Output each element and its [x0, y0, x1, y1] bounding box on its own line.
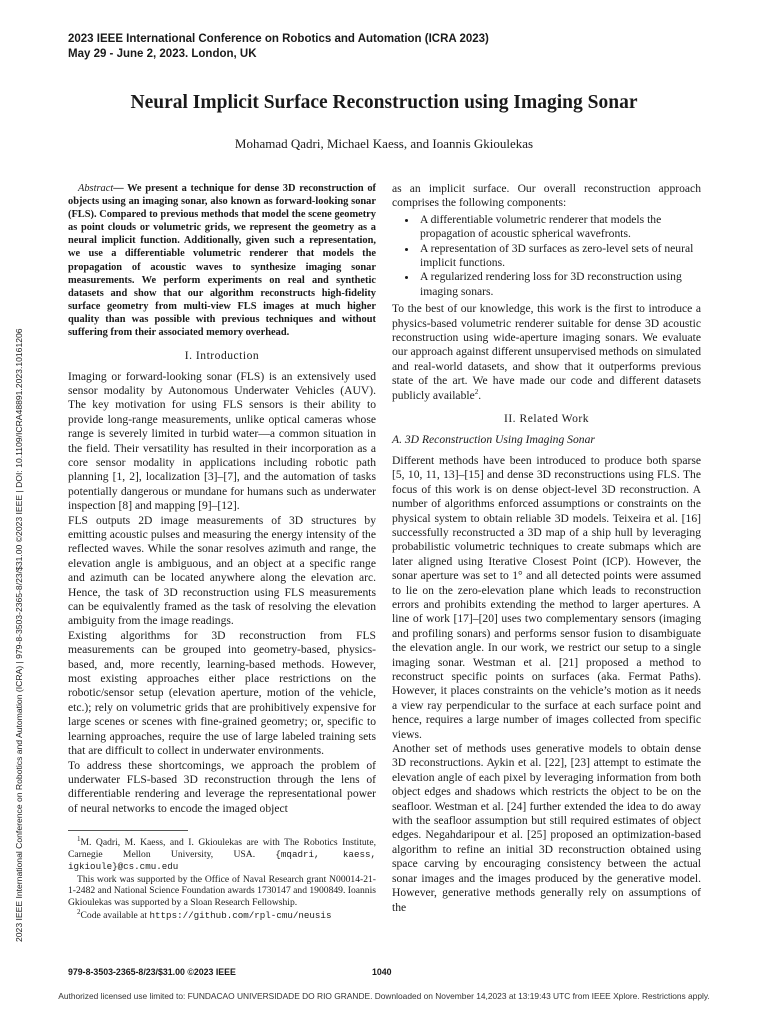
conference-name: 2023 IEEE International Conference on Robotics and Automation (ICRA 2023)	[68, 33, 489, 45]
contributions-paragraph	[392, 302, 701, 403]
license-notice: Authorized licensed use limited to: FUNDACAO UNIVERSIDADE DO RIO GRANDE. Downloaded on November 14,2023 at 13:19:43 UTC from IEEE Xplore. Restrictions apply.	[58, 991, 710, 1001]
related-paragraph: Different methods have been introduced to produce both sparse [5, 10, 11, 13]–[15] and dense 3D reconstructions using FLS. The focus of this work is on dense object-level 3D reconstruction. A number of algorithms enforced assumptions or constraints on the physical system to obtain reliable 3D models. Teixeira et al. [16] successfully reconstructed a 3D map of a ship hull by leveraging probabilistic volumetric techniques to create submaps which are later aligned using Iterative Closest Point (ICP). However, the sonar aperture was set to 1° and all detected points were assumed to lie on the zero-elevation plane which leads to reconstruction errors and prohibits extending the method to larger apertures. A line of work [17]–[20] uses two complementary sensors (imaging and profiling sonars) and performs sensor fusion to disambiguate the elevation angle. In our work, we restrict our setup to a single imaging sonar. Westman et al. [21] proposed a method to reconstruct specific points on surfaces (aka. Fermat Paths). However, it places constraints on the vehicle’s motion as it needs a view ray perpendicular to the surface at each surface point and hence, requires a large number of images collected from specific views.	[392, 453, 701, 741]
footer-isbn: 979-8-3503-2365-8/23/$31.00 ©2023 IEEE	[68, 967, 236, 977]
conference-header	[68, 32, 489, 62]
section-heading-introduction: I. Introduction	[184, 349, 260, 363]
intro-paragraph: To address these shortcomings, we approach the problem of underwater FLS-based 3D reconstruction through the lens of differentiable rendering and leverage the representational power of neural networks to encode the imaged object	[68, 758, 376, 815]
page-number: 1040	[372, 967, 392, 977]
list-item: • A regularized rendering loss for 3D reconstruction using imaging sonars.	[418, 270, 701, 299]
footnote-ref: 2	[474, 387, 479, 396]
subsection-heading: A. 3D Reconstruction Using Imaging Sonar	[392, 432, 595, 446]
left-column	[68, 182, 376, 923]
intro-paragraph: Existing algorithms for 3D reconstruction from FLS measurements can be grouped into geometry-based, physics-based, and, more recently, learning-based methods. However, most existing approaches either place restrictions on the robotic/sensor setup (elevation aperture, motion of the vehicle, etc.); rely on volumetric grids that are prohibitively expensive for large scenes or scenes with fine-grained geometry; or, specific to learning approaches, require the use of large labeled training sets that are difficult to collect in underwater environments.	[68, 628, 376, 758]
footnotes	[68, 834, 377, 922]
section-heading-related-work: II. Related Work	[503, 412, 590, 426]
list-item: • A differentiable volumetric renderer that models the propagation of acoustic spherical wavefronts.	[418, 213, 701, 242]
footnote-affiliation-text: M. Qadri, M. Kaess, and I. Gkioulekas are with The Robotics Institute, Carnegie Mellon University, USA.	[68, 837, 376, 860]
contributions-list	[392, 213, 701, 299]
period: .	[478, 388, 482, 402]
footnote-mark: 2	[77, 907, 81, 916]
abstract-text: — We present a technique for dense 3D reconstruction of objects using an imaging sonar, also known as forward-looking sonar (FLS). Compared to previous methods that model the scene geometry as point clouds or volumetric grids, we represent the geometry as a neural implicit function. Additionally, given such a representation, we use a differentiable volumetric renderer that models the propagation of acoustic waves to synthesize imaging sonar measurements. We perform experiments on real and synthetic datasets and show that our algorithm reconstructs high-fidelity surface geometry from multi-view FLS images at much higher quality than was possible with previous techniques and without suffering from their associated memory overhead.	[68, 183, 376, 339]
right-column	[392, 182, 701, 915]
related-paragraph: Another set of methods uses generative models to obtain dense 3D reconstructions. Aykin et al. [22], [23] attempt to estimate the elevation angle of each pixel by leveraging information from both object edges and shadows which restricts the object to be on the seafloor. Westman et al. [24] further extended the idea to do away with the seafloor assumption but still required estimates of object edges. Negahdaripour et al. [25] proposed an optimization-based algorithm to refine an initial 3D reconstruction obtained using space carving by encouraging consistency between the actual sonar images and the images produced by the generative model. However, generative methods generally rely on assumptions of the	[392, 742, 701, 914]
abstract-label: Abstract	[78, 183, 114, 194]
footnote-funding: This work was supported by the Office of Naval Research grant N00014-21-1-2482 and National Science Foundation awards 1730147 and 1900849. Ioannis Gkioulekas was supported by a Sloan Research Fellowship.	[68, 873, 377, 909]
footnote-mark: 1	[77, 834, 81, 843]
doi-sidebar: 2023 IEEE International Conference on Robotics and Automation (ICRA) | 979-8-3503-2365-8/23/$31.00 ©2023 IEEE | DOI: 10.1109/ICRA48891.2023.10161206	[14, 328, 24, 942]
code-link[interactable]: https://github.com/rpl-cmu/neusis	[149, 909, 332, 921]
contributions-text: To the best of our knowledge, this work is the first to introduce a physics-based volumetric renderer suitable for dense 3D acoustic reconstruction using wide-aperture imaging sonars. We evaluate our approach against different unsupervised methods on simulated and real-world datasets, and show that it outperforms previous state of the art. We have made our code and different datasets publicly available	[392, 302, 701, 402]
paper-authors: Mohamad Qadri, Michael Kaess, and Ioannis Gkioulekas	[234, 136, 534, 151]
abstract	[68, 182, 376, 339]
intro-continued: as an implicit surface. Our overall reconstruction approach comprises the following components:	[392, 182, 701, 210]
paper-title: Neural Implicit Surface Reconstruction using Imaging Sonar	[130, 92, 638, 113]
intro-paragraph: Imaging or forward-looking sonar (FLS) is an extensively used sensor modality by Autonomous Underwater Vehicles (AUV). The key motivation for using FLS sensors is their ability to provide long-range measurements, unlike optical cameras whose range is severely limited in turbid water—a common situation in the field. Their versatility has resulted in their incorporation as a core sensor modality in applications including robotic path planning [1, 2], localization [3]–[7], and the automation of tasks potentially dangerous or mundane for humans such as underwater inspection [8] and mapping [9]–[12].	[68, 369, 376, 513]
footnote-email: {mqadri, kaess, igkioule}@cs.cmu.edu	[68, 848, 377, 872]
conference-dates: May 29 - June 2, 2023. London, UK	[68, 48, 257, 60]
footnote-code	[68, 907, 376, 922]
footnote-code-text: Code available at	[80, 909, 148, 921]
list-item: • A representation of 3D surfaces as zero-level sets of neural implicit functions.	[418, 242, 701, 271]
intro-paragraph: FLS outputs 2D image measurements of 3D structures by emitting acoustic pulses and measuring the energy intensity of the reflected waves. While the sonar resolves azimuth and range, the elevation angle is ambiguous, and an object at a specific range and azimuth can be located anywhere along the elevation arc. Hence, the task of 3D reconstruction using FLS measurements can be equivalently framed as the task of resolving the elevation ambiguity from the image readings.	[68, 513, 376, 628]
footnote-affiliation	[68, 834, 377, 872]
